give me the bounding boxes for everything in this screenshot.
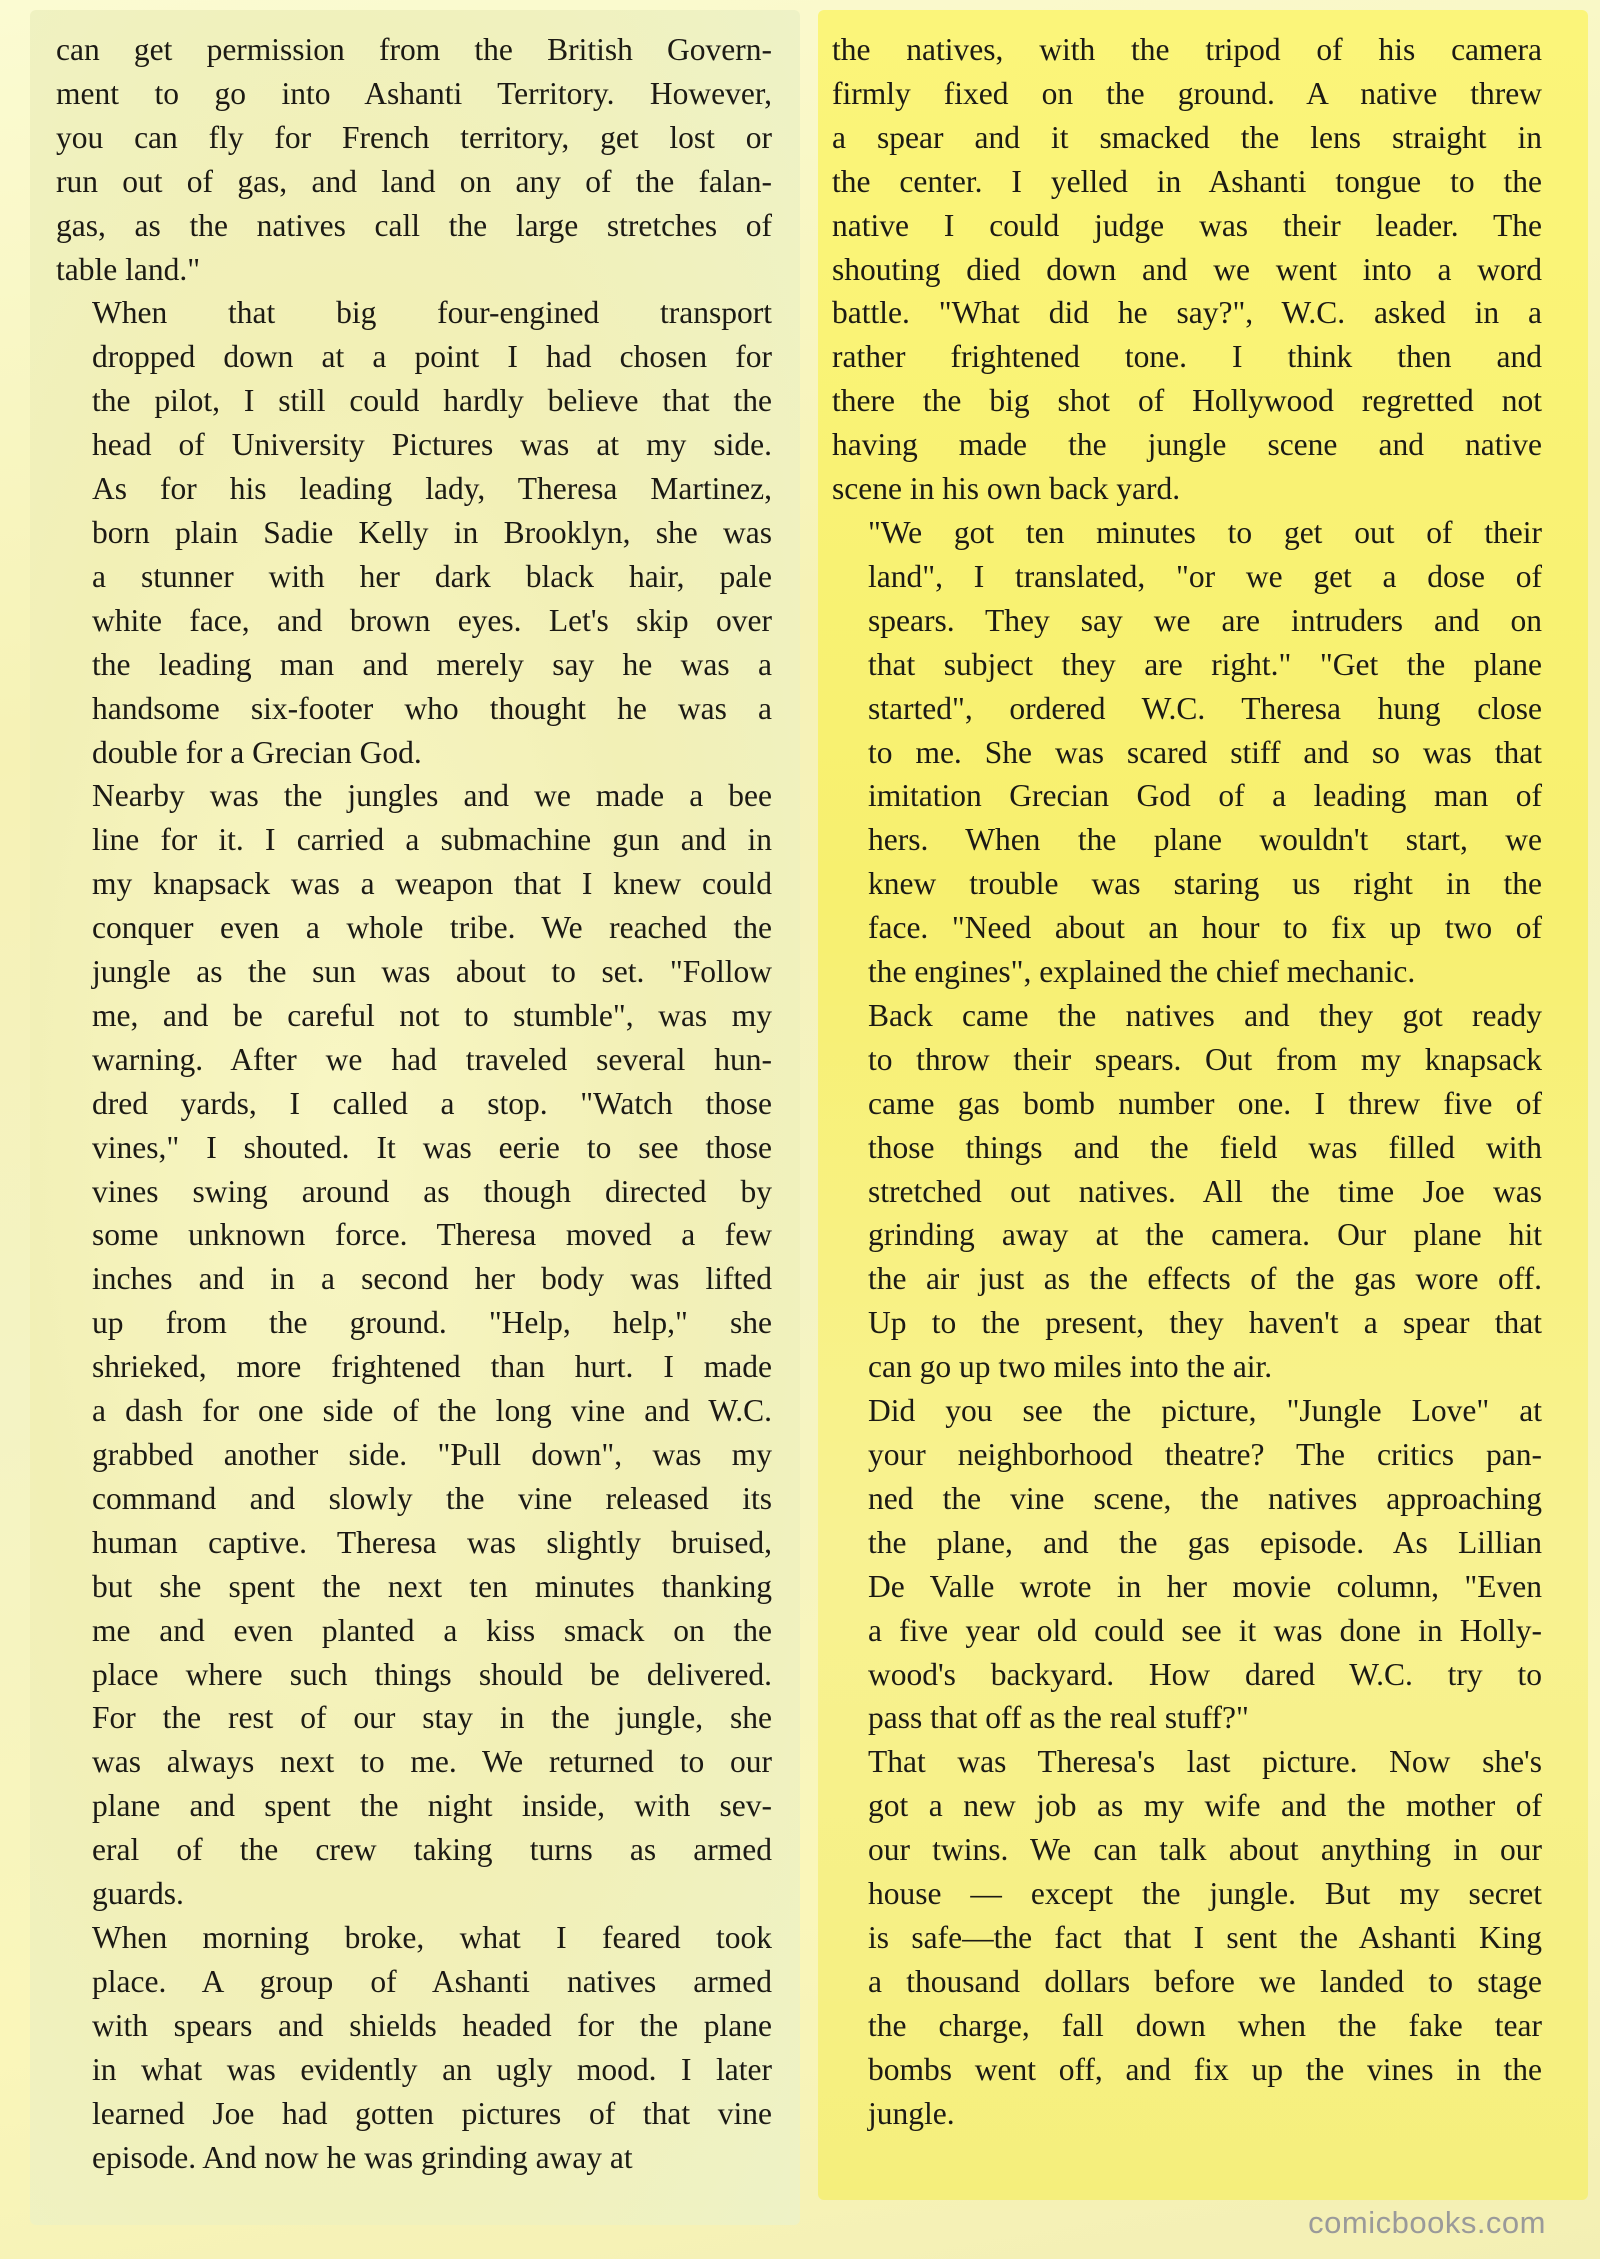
- text-line: handsome six-footer who thought he was a: [92, 690, 772, 726]
- text-line: having made the jungle scene and native: [832, 427, 1542, 463]
- text-line: the air just as the effects of the gas wore off.: [868, 1261, 1542, 1297]
- text-line: can get permission from the British Govern-: [56, 32, 772, 67]
- text-line: grinding away at the camera. Our plane hit: [868, 1217, 1542, 1253]
- paragraph: [832, 28, 1542, 511]
- text-line: line for it. I carried a submachine gun and in: [92, 822, 772, 858]
- text-line: As for his leading lady, Theresa Martinez,: [92, 471, 772, 507]
- text-line: started", ordered W.C. Theresa hung close: [868, 690, 1542, 726]
- paragraph: [832, 1740, 1542, 2135]
- text-line: face. "Need about an hour to fix up two of: [868, 910, 1542, 946]
- text-line: you can fly for French territory, get lost or: [56, 119, 772, 155]
- text-line: can go up two miles into the air.: [868, 1349, 1273, 1385]
- text-line: guards.: [92, 1876, 184, 1912]
- text-line: warning. After we had traveled several hun-: [92, 1041, 772, 1077]
- text-line: vines," I shouted. It was eerie to see those: [92, 1129, 772, 1165]
- text-line: head of University Pictures was at my side.: [92, 427, 772, 463]
- text-line: me, and be careful not to stumble", was my: [92, 997, 772, 1033]
- text-line: spears. They say we are intruders and on: [868, 602, 1542, 638]
- text-line: "We got ten minutes to get out of their: [868, 514, 1542, 550]
- text-line: with spears and shields headed for the plane: [92, 2007, 772, 2043]
- text-line: eral of the crew taking turns as armed: [92, 1832, 772, 1868]
- left-text-column: [56, 28, 772, 2179]
- text-line: When that big four-engined transport: [92, 295, 772, 331]
- text-line: the engines", explained the chief mechanic.: [868, 954, 1416, 990]
- text-line: me and even planted a kiss smack on the: [92, 1612, 772, 1648]
- text-line: place where such things should be delivered.: [92, 1656, 772, 1692]
- text-line: came gas bomb number one. I threw five of: [868, 1085, 1542, 1121]
- text-line: your neighborhood theatre? The critics pan-: [868, 1437, 1542, 1472]
- text-line: run out of gas, and land on any of the falan-: [56, 163, 772, 199]
- text-line: but she spent the next ten minutes thanking: [92, 1568, 772, 1604]
- text-line: some unknown force. Theresa moved a few: [92, 1217, 772, 1253]
- text-line: plane and spent the night inside, with sev-: [92, 1788, 772, 1824]
- text-line: inches and in a second her body was lifted: [92, 1261, 772, 1297]
- text-line: there the big shot of Hollywood regretted not: [832, 383, 1542, 419]
- right-text-column: [832, 28, 1542, 2136]
- text-line: native I could judge was their leader. The: [832, 207, 1542, 243]
- text-line: De Valle wrote in her movie column, "Even: [868, 1568, 1542, 1604]
- text-line: our twins. We can talk about anything in our: [868, 1832, 1542, 1868]
- text-line: jungle as the sun was about to set. "Follow: [92, 954, 772, 990]
- text-line: to me. She was scared stiff and so was that: [868, 734, 1542, 770]
- text-line: bombs went off, and fix up the vines in the: [868, 2051, 1542, 2087]
- text-line: house — except the jungle. But my secret: [868, 1876, 1542, 1912]
- text-line: the charge, fall down when the fake tear: [868, 2007, 1542, 2043]
- text-line: land", I translated, "or we get a dose of: [868, 558, 1542, 594]
- text-line: For the rest of our stay in the jungle, she: [92, 1700, 772, 1736]
- text-line: Nearby was the jungles and we made a bee: [92, 778, 772, 814]
- paragraph: [832, 994, 1542, 1389]
- text-line: Did you see the picture, "Jungle Love" at: [868, 1393, 1542, 1429]
- text-line: stretched out natives. All the time Joe was: [868, 1173, 1542, 1209]
- text-line: the leading man and merely say he was a: [92, 646, 772, 682]
- paragraph: [56, 774, 772, 1916]
- text-line: shouting died down and we went into a word: [832, 251, 1542, 287]
- text-line: Up to the present, they haven't a spear that: [868, 1305, 1542, 1341]
- text-line: that subject they are right." "Get the plane: [868, 646, 1542, 682]
- text-line: wood's backyard. How dared W.C. try to: [868, 1656, 1542, 1692]
- text-line: a stunner with her dark black hair, pale: [92, 558, 772, 594]
- text-line: was always next to me. We returned to our: [92, 1744, 772, 1780]
- text-line: scene in his own back yard.: [832, 471, 1181, 507]
- paragraph: [56, 291, 772, 774]
- text-line: Back came the natives and they got ready: [868, 997, 1542, 1033]
- text-line: vines swing around as though directed by: [92, 1173, 772, 1209]
- text-line: jungle.: [868, 2095, 955, 2131]
- text-line: double for a Grecian God.: [92, 734, 422, 770]
- text-line: white face, and brown eyes. Let's skip over: [92, 602, 772, 638]
- paragraph: [832, 511, 1542, 994]
- paragraph: [56, 1916, 772, 2179]
- text-line: the center. I yelled in Ashanti tongue to the: [832, 163, 1542, 199]
- text-line: the pilot, I still could hardly believe that the: [92, 383, 772, 419]
- text-line: grabbed another side. "Pull down", was my: [92, 1437, 772, 1472]
- text-line: in what was evidently an ugly mood. I later: [92, 2051, 772, 2087]
- text-line: those things and the field was filled with: [868, 1129, 1542, 1165]
- text-line: got a new job as my wife and the mother of: [868, 1788, 1542, 1824]
- text-line: a five year old could see it was done in Holly-: [868, 1612, 1542, 1648]
- text-line: That was Theresa's last picture. Now she's: [868, 1744, 1542, 1780]
- watermark-text: comicbooks.com: [1308, 2205, 1546, 2240]
- text-line: battle. "What did he say?", W.C. asked in a: [832, 295, 1542, 331]
- text-line: dred yards, I called a stop. "Watch those: [92, 1085, 772, 1121]
- text-line: imitation Grecian God of a leading man of: [868, 778, 1542, 814]
- text-line: is safe—the fact that I sent the Ashanti King: [868, 1919, 1542, 1955]
- text-line: pass that off as the real stuff?": [868, 1700, 1249, 1736]
- text-line: ment to go into Ashanti Territory. However,: [56, 75, 772, 111]
- text-line: learned Joe had gotten pictures of that vine: [92, 2095, 772, 2131]
- text-line: a dash for one side of the long vine and W.C.: [92, 1393, 772, 1429]
- text-line: my knapsack was a weapon that I knew could: [92, 866, 772, 902]
- text-line: a thousand dollars before we landed to stage: [868, 1963, 1542, 1999]
- text-line: up from the ground. "Help, help," she: [92, 1305, 772, 1341]
- text-line: dropped down at a point I had chosen for: [92, 339, 772, 375]
- text-line: knew trouble was staring us right in the: [868, 866, 1542, 902]
- text-line: ned the vine scene, the natives approaching: [868, 1480, 1542, 1516]
- text-line: command and slowly the vine released its: [92, 1480, 772, 1516]
- text-line: a spear and it smacked the lens straight in: [832, 119, 1542, 155]
- paragraph: [832, 1389, 1542, 1740]
- text-line: gas, as the natives call the large stretches of: [56, 207, 772, 243]
- text-line: the plane, and the gas episode. As Lillian: [868, 1524, 1542, 1560]
- text-line: to throw their spears. Out from my knapsack: [868, 1041, 1542, 1077]
- text-line: When morning broke, what I feared took: [92, 1919, 772, 1955]
- text-line: human captive. Theresa was slightly bruised,: [92, 1524, 772, 1560]
- text-line: born plain Sadie Kelly in Brooklyn, she was: [92, 514, 772, 550]
- text-line: the natives, with the tripod of his camera: [832, 32, 1542, 67]
- text-line: place. A group of Ashanti natives armed: [92, 1963, 772, 1999]
- text-line: episode. And now he was grinding away at: [92, 2139, 633, 2175]
- text-line: firmly fixed on the ground. A native threw: [832, 75, 1542, 111]
- text-line: conquer even a whole tribe. We reached the: [92, 910, 772, 946]
- text-line: table land.": [56, 251, 201, 287]
- text-line: shrieked, more frightened than hurt. I made: [92, 1349, 772, 1385]
- text-line: rather frightened tone. I think then and: [832, 339, 1542, 375]
- text-line: hers. When the plane wouldn't start, we: [868, 822, 1542, 858]
- paragraph: [56, 28, 772, 291]
